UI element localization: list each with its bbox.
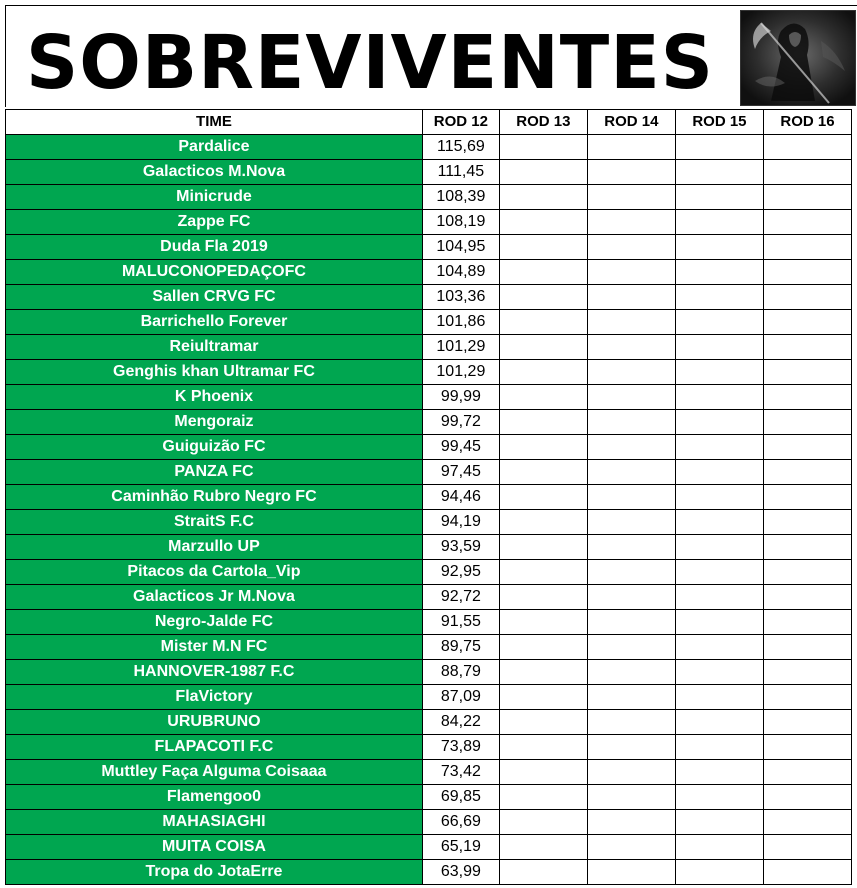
- rod13-score-cell[interactable]: [499, 360, 587, 385]
- rod16-score-cell[interactable]: [763, 735, 851, 760]
- rod14-score-cell[interactable]: [587, 610, 675, 635]
- rod13-score-cell[interactable]: [499, 485, 587, 510]
- rod15-score-cell[interactable]: [675, 160, 763, 185]
- rod13-score-cell[interactable]: [499, 135, 587, 160]
- rod12-score-cell[interactable]: 99,45: [422, 435, 499, 460]
- team-name-cell[interactable]: URUBRUNO: [6, 710, 423, 735]
- team-name-cell[interactable]: FlaVictory: [6, 685, 423, 710]
- column-header-rod13[interactable]: ROD 13: [499, 110, 587, 135]
- team-name-cell[interactable]: HANNOVER-1987 F.C: [6, 660, 423, 685]
- table-row: [6, 685, 852, 710]
- table-row: [6, 535, 852, 560]
- rod16-score-cell[interactable]: [763, 160, 851, 185]
- team-name-cell[interactable]: Genghis khan Ultramar FC: [6, 360, 423, 385]
- table-row: [6, 185, 852, 210]
- rod13-score-cell[interactable]: [499, 710, 587, 735]
- rod14-score-cell[interactable]: [587, 360, 675, 385]
- rod15-score-cell[interactable]: [675, 260, 763, 285]
- rod13-score-cell[interactable]: [499, 585, 587, 610]
- rod14-score-cell[interactable]: [587, 160, 675, 185]
- rod13-score-cell[interactable]: [499, 735, 587, 760]
- team-name-cell[interactable]: Tropa do JotaErre: [6, 860, 423, 885]
- table-row: [6, 410, 852, 435]
- rod14-score-cell[interactable]: [587, 285, 675, 310]
- rod15-score-cell[interactable]: [675, 210, 763, 235]
- rod12-score-cell[interactable]: 92,72: [422, 585, 499, 610]
- rod13-score-cell[interactable]: [499, 560, 587, 585]
- rod14-score-cell[interactable]: [587, 660, 675, 685]
- column-header-rod15[interactable]: ROD 15: [675, 110, 763, 135]
- rod16-score-cell[interactable]: [763, 810, 851, 835]
- page-title: SOBREVIVENTES: [26, 20, 714, 106]
- rod14-score-cell[interactable]: [587, 185, 675, 210]
- rod16-score-cell[interactable]: [763, 210, 851, 235]
- rod13-score-cell[interactable]: [499, 810, 587, 835]
- rod15-score-cell[interactable]: [675, 235, 763, 260]
- rod15-score-cell[interactable]: [675, 710, 763, 735]
- rod16-score-cell[interactable]: [763, 185, 851, 210]
- rod16-score-cell[interactable]: [763, 835, 851, 860]
- team-name-cell[interactable]: Negro-Jalde FC: [6, 610, 423, 635]
- rod15-score-cell[interactable]: [675, 635, 763, 660]
- rod16-score-cell[interactable]: [763, 310, 851, 335]
- table-row: [6, 160, 852, 185]
- rod16-score-cell[interactable]: [763, 260, 851, 285]
- rod12-score-cell[interactable]: 99,99: [422, 385, 499, 410]
- table-body: [6, 135, 852, 885]
- table-row: [6, 335, 852, 360]
- rod12-score-cell[interactable]: 103,36: [422, 285, 499, 310]
- rod12-score-cell[interactable]: 99,72: [422, 410, 499, 435]
- rod13-score-cell[interactable]: [499, 210, 587, 235]
- rod13-score-cell[interactable]: [499, 460, 587, 485]
- rod13-score-cell[interactable]: [499, 760, 587, 785]
- team-name-cell[interactable]: Barrichello Forever: [6, 310, 423, 335]
- rod14-score-cell[interactable]: [587, 310, 675, 335]
- rod12-score-cell[interactable]: 92,95: [422, 560, 499, 585]
- rod14-score-cell[interactable]: [587, 535, 675, 560]
- rod16-score-cell[interactable]: [763, 235, 851, 260]
- table-row: [6, 760, 852, 785]
- rod15-score-cell[interactable]: [675, 760, 763, 785]
- rod14-score-cell[interactable]: [587, 335, 675, 360]
- rod14-score-cell[interactable]: [587, 510, 675, 535]
- rod12-score-cell[interactable]: 97,45: [422, 460, 499, 485]
- table-row: [6, 510, 852, 535]
- rod15-score-cell[interactable]: [675, 310, 763, 335]
- team-name-cell[interactable]: MALUCONOPEDAÇOFC: [6, 260, 423, 285]
- rod16-score-cell[interactable]: [763, 685, 851, 710]
- rod15-score-cell[interactable]: [675, 560, 763, 585]
- table-row: [6, 560, 852, 585]
- rod13-score-cell[interactable]: [499, 310, 587, 335]
- rod12-score-cell[interactable]: 88,79: [422, 660, 499, 685]
- table-row: [6, 385, 852, 410]
- rod12-score-cell[interactable]: 93,59: [422, 535, 499, 560]
- rod14-score-cell[interactable]: [587, 810, 675, 835]
- rod13-score-cell[interactable]: [499, 285, 587, 310]
- rod13-score-cell[interactable]: [499, 535, 587, 560]
- team-name-cell[interactable]: StraitS F.C: [6, 510, 423, 535]
- rod16-score-cell[interactable]: [763, 560, 851, 585]
- table-row: [6, 585, 852, 610]
- team-name-cell[interactable]: MAHASIAGHI: [6, 810, 423, 835]
- team-name-cell[interactable]: PANZA FC: [6, 460, 423, 485]
- table-row: [6, 435, 852, 460]
- rod13-score-cell[interactable]: [499, 185, 587, 210]
- standings-table: [5, 109, 852, 885]
- team-name-cell[interactable]: Minicrude: [6, 185, 423, 210]
- team-name-cell[interactable]: K Phoenix: [6, 385, 423, 410]
- rod15-score-cell[interactable]: [675, 610, 763, 635]
- team-name-cell[interactable]: Mister M.N FC: [6, 635, 423, 660]
- rod16-score-cell[interactable]: [763, 135, 851, 160]
- rod13-score-cell[interactable]: [499, 510, 587, 535]
- rod15-score-cell[interactable]: [675, 585, 763, 610]
- rod12-score-cell[interactable]: 63,99: [422, 860, 499, 885]
- rod12-score-cell[interactable]: 101,29: [422, 335, 499, 360]
- team-name-cell[interactable]: Marzullo UP: [6, 535, 423, 560]
- table-row: [6, 610, 852, 635]
- rod13-score-cell[interactable]: [499, 835, 587, 860]
- table-row: [6, 235, 852, 260]
- rod16-score-cell[interactable]: [763, 410, 851, 435]
- rod13-score-cell[interactable]: [499, 660, 587, 685]
- rod13-score-cell[interactable]: [499, 260, 587, 285]
- rod16-score-cell[interactable]: [763, 435, 851, 460]
- rod14-score-cell[interactable]: [587, 685, 675, 710]
- rod14-score-cell[interactable]: [587, 235, 675, 260]
- rod14-score-cell[interactable]: [587, 435, 675, 460]
- table-row: [6, 735, 852, 760]
- rod16-score-cell[interactable]: [763, 535, 851, 560]
- rod12-score-cell[interactable]: 87,09: [422, 685, 499, 710]
- rod16-score-cell[interactable]: [763, 360, 851, 385]
- team-name-cell[interactable]: Pitacos da Cartola_Vip: [6, 560, 423, 585]
- rod15-score-cell[interactable]: [675, 835, 763, 860]
- rod15-score-cell[interactable]: [675, 185, 763, 210]
- title-banner: [5, 5, 857, 107]
- rod12-score-cell[interactable]: 111,45: [422, 160, 499, 185]
- table-row: [6, 835, 852, 860]
- rod15-score-cell[interactable]: [675, 660, 763, 685]
- rod15-score-cell[interactable]: [675, 410, 763, 435]
- rod12-score-cell[interactable]: 66,69: [422, 810, 499, 835]
- rod15-score-cell[interactable]: [675, 360, 763, 385]
- rod16-score-cell[interactable]: [763, 635, 851, 660]
- team-name-cell[interactable]: Mengoraiz: [6, 410, 423, 435]
- team-name-cell[interactable]: Zappe FC: [6, 210, 423, 235]
- rod15-score-cell[interactable]: [675, 485, 763, 510]
- rod16-score-cell[interactable]: [763, 335, 851, 360]
- rod14-score-cell[interactable]: [587, 485, 675, 510]
- team-name-cell[interactable]: MUITA COISA: [6, 835, 423, 860]
- rod12-score-cell[interactable]: 101,29: [422, 360, 499, 385]
- rod14-score-cell[interactable]: [587, 635, 675, 660]
- rod16-score-cell[interactable]: [763, 660, 851, 685]
- rod15-score-cell[interactable]: [675, 535, 763, 560]
- table-row: [6, 485, 852, 510]
- rod12-score-cell[interactable]: 73,89: [422, 735, 499, 760]
- rod15-score-cell[interactable]: [675, 810, 763, 835]
- rod13-score-cell[interactable]: [499, 160, 587, 185]
- header-row: [6, 110, 852, 135]
- team-name-cell[interactable]: Galacticos M.Nova: [6, 160, 423, 185]
- team-name-cell[interactable]: Duda Fla 2019: [6, 235, 423, 260]
- rod12-score-cell[interactable]: 115,69: [422, 135, 499, 160]
- rod14-score-cell[interactable]: [587, 860, 675, 885]
- rod16-score-cell[interactable]: [763, 785, 851, 810]
- rod14-score-cell[interactable]: [587, 735, 675, 760]
- table-row: [6, 460, 852, 485]
- rod12-score-cell[interactable]: 73,42: [422, 760, 499, 785]
- table-row: [6, 210, 852, 235]
- table-row: [6, 785, 852, 810]
- rod16-score-cell[interactable]: [763, 385, 851, 410]
- rod14-score-cell[interactable]: [587, 460, 675, 485]
- table-row: [6, 285, 852, 310]
- rod15-score-cell[interactable]: [675, 510, 763, 535]
- team-name-cell[interactable]: Muttley Faça Alguma Coisaaa: [6, 760, 423, 785]
- rod14-score-cell[interactable]: [587, 135, 675, 160]
- team-name-cell[interactable]: FLAPACOTI F.C: [6, 735, 423, 760]
- rod15-score-cell[interactable]: [675, 135, 763, 160]
- rod12-score-cell[interactable]: 94,46: [422, 485, 499, 510]
- rod12-score-cell[interactable]: 65,19: [422, 835, 499, 860]
- rod16-score-cell[interactable]: [763, 510, 851, 535]
- rod13-score-cell[interactable]: [499, 785, 587, 810]
- rod15-score-cell[interactable]: [675, 685, 763, 710]
- rod15-score-cell[interactable]: [675, 285, 763, 310]
- table-row: [6, 260, 852, 285]
- rod12-score-cell[interactable]: 108,19: [422, 210, 499, 235]
- rod14-score-cell[interactable]: [587, 410, 675, 435]
- column-header-rod14[interactable]: ROD 14: [587, 110, 675, 135]
- rod16-score-cell[interactable]: [763, 585, 851, 610]
- rod13-score-cell[interactable]: [499, 385, 587, 410]
- team-name-cell[interactable]: Flamengoo0: [6, 785, 423, 810]
- rod14-score-cell[interactable]: [587, 785, 675, 810]
- rod13-score-cell[interactable]: [499, 635, 587, 660]
- column-header-rod16[interactable]: ROD 16: [763, 110, 851, 135]
- rod12-score-cell[interactable]: 104,89: [422, 260, 499, 285]
- rod14-score-cell[interactable]: [587, 835, 675, 860]
- rod12-score-cell[interactable]: 104,95: [422, 235, 499, 260]
- rod12-score-cell[interactable]: 84,22: [422, 710, 499, 735]
- grim-reaper-image: [740, 10, 856, 106]
- rod13-score-cell[interactable]: [499, 235, 587, 260]
- rod13-score-cell[interactable]: [499, 860, 587, 885]
- team-name-cell[interactable]: Pardalice: [6, 135, 423, 160]
- column-header-rod12[interactable]: ROD 12: [422, 110, 499, 135]
- rod14-score-cell[interactable]: [587, 260, 675, 285]
- rod13-score-cell[interactable]: [499, 435, 587, 460]
- rod12-score-cell[interactable]: 89,75: [422, 635, 499, 660]
- team-name-cell[interactable]: Caminhão Rubro Negro FC: [6, 485, 423, 510]
- rod12-score-cell[interactable]: 94,19: [422, 510, 499, 535]
- rod14-score-cell[interactable]: [587, 585, 675, 610]
- rod16-score-cell[interactable]: [763, 860, 851, 885]
- table-row: [6, 310, 852, 335]
- team-name-cell[interactable]: Galacticos Jr M.Nova: [6, 585, 423, 610]
- rod12-score-cell[interactable]: 69,85: [422, 785, 499, 810]
- rod16-score-cell[interactable]: [763, 610, 851, 635]
- rod16-score-cell[interactable]: [763, 710, 851, 735]
- table-row: [6, 360, 852, 385]
- rod15-score-cell[interactable]: [675, 385, 763, 410]
- table-row: [6, 860, 852, 885]
- table-row: [6, 635, 852, 660]
- rod16-score-cell[interactable]: [763, 760, 851, 785]
- rod15-score-cell[interactable]: [675, 785, 763, 810]
- rod13-score-cell[interactable]: [499, 685, 587, 710]
- rod16-score-cell[interactable]: [763, 285, 851, 310]
- table-row: [6, 135, 852, 160]
- rod14-score-cell[interactable]: [587, 560, 675, 585]
- rod16-score-cell[interactable]: [763, 485, 851, 510]
- rod13-score-cell[interactable]: [499, 335, 587, 360]
- rod15-score-cell[interactable]: [675, 460, 763, 485]
- rod12-score-cell[interactable]: 91,55: [422, 610, 499, 635]
- rod14-score-cell[interactable]: [587, 210, 675, 235]
- rod13-score-cell[interactable]: [499, 610, 587, 635]
- team-name-cell[interactable]: Guiguizão FC: [6, 435, 423, 460]
- rod15-score-cell[interactable]: [675, 860, 763, 885]
- column-header-team[interactable]: TIME: [6, 110, 423, 135]
- rod15-score-cell[interactable]: [675, 335, 763, 360]
- rod12-score-cell[interactable]: 101,86: [422, 310, 499, 335]
- rod13-score-cell[interactable]: [499, 410, 587, 435]
- rod14-score-cell[interactable]: [587, 385, 675, 410]
- table-row: [6, 660, 852, 685]
- rod14-score-cell[interactable]: [587, 710, 675, 735]
- rod15-score-cell[interactable]: [675, 435, 763, 460]
- table-row: [6, 710, 852, 735]
- table-row: [6, 810, 852, 835]
- team-name-cell[interactable]: Sallen CRVG FC: [6, 285, 423, 310]
- rod14-score-cell[interactable]: [587, 760, 675, 785]
- team-name-cell[interactable]: Reiultramar: [6, 335, 423, 360]
- rod12-score-cell[interactable]: 108,39: [422, 185, 499, 210]
- rod16-score-cell[interactable]: [763, 460, 851, 485]
- rod15-score-cell[interactable]: [675, 735, 763, 760]
